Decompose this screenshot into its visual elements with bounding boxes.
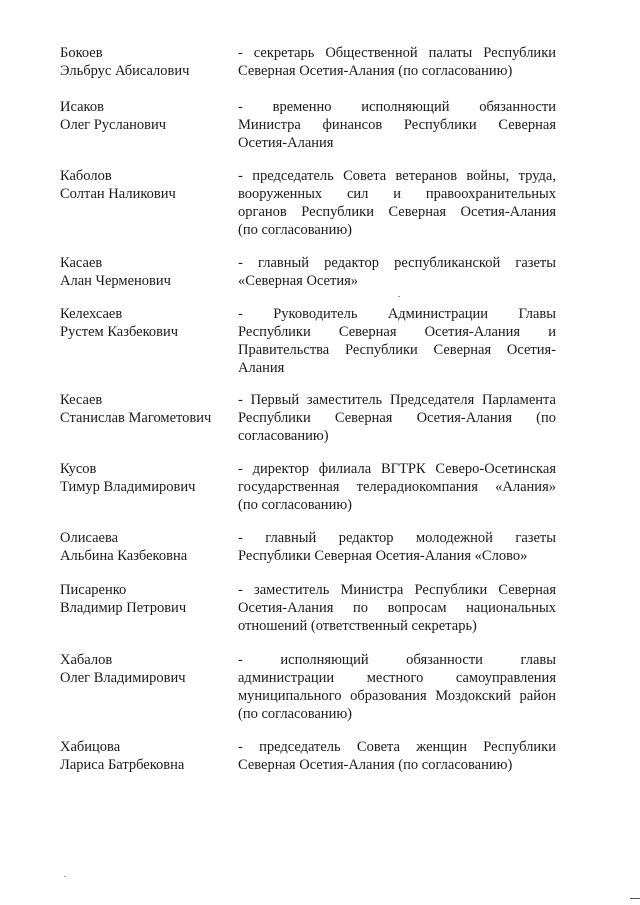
role-line: Осетия-Алания по вопросам национальных bbox=[238, 600, 556, 616]
member-surname: Касаев bbox=[60, 255, 103, 271]
member-name bbox=[60, 254, 230, 290]
role-line: - главный редактор молодежной газеты bbox=[238, 530, 556, 546]
member-name bbox=[60, 581, 230, 617]
member-surname: Исаков bbox=[60, 99, 104, 115]
role-line: - Руководитель Администрации Главы bbox=[238, 306, 556, 322]
member-given-name: Альбина Казбековна bbox=[60, 548, 188, 564]
member-given-name: Тимур Владимирович bbox=[60, 479, 196, 495]
role-line: - заместитель Министра Республики Северная bbox=[238, 582, 556, 598]
member-surname: Хабалов bbox=[60, 652, 113, 668]
member-given-name: Рустем Казбекович bbox=[60, 324, 179, 340]
role-line: согласованию) bbox=[238, 428, 329, 444]
role-line: Республики Северная Осетия-Алания (по bbox=[238, 410, 556, 426]
role-line: - председатель Совета ветеранов войны, труда, bbox=[238, 168, 556, 184]
member-surname: Хабицова bbox=[60, 739, 121, 755]
member-name bbox=[60, 98, 230, 134]
member-given-name: Солтан Наликович bbox=[60, 186, 176, 202]
role-line: Министра финансов Республики Северная bbox=[238, 117, 556, 133]
role-line: Республики Северная Осетия-Алания «Слово» bbox=[238, 548, 528, 564]
member-surname: Кусов bbox=[60, 461, 97, 477]
member-name bbox=[60, 529, 230, 565]
role-line: (по согласованию) bbox=[238, 706, 352, 722]
role-line: администрации местного самоуправления bbox=[238, 670, 556, 686]
role-line: Осетия-Алания bbox=[238, 135, 334, 151]
role-line: - исполняющий обязанности главы bbox=[238, 652, 556, 668]
member-name bbox=[60, 305, 230, 341]
role-line: - главный редактор республиканской газеты bbox=[238, 255, 556, 271]
member-role bbox=[238, 167, 556, 239]
role-line: Правительства Республики Северная Осетия- bbox=[238, 342, 556, 358]
scan-speck bbox=[64, 876, 66, 877]
member-role bbox=[238, 460, 556, 514]
role-line: - председатель Совета женщин Республики bbox=[238, 739, 556, 755]
role-line: - секретарь Общественной палаты Республики bbox=[238, 45, 556, 61]
member-name bbox=[60, 651, 230, 687]
role-line: вооруженных сил и правоохранительных bbox=[238, 186, 556, 202]
scan-edge-mark bbox=[630, 898, 640, 899]
member-surname: Писаренко bbox=[60, 582, 127, 598]
member-name bbox=[60, 738, 230, 774]
role-line: органов Республики Северная Осетия-Алания bbox=[238, 204, 556, 220]
member-name bbox=[60, 167, 230, 203]
member-surname: Олисаева bbox=[60, 530, 119, 546]
member-given-name: Владимир Петрович bbox=[60, 600, 187, 616]
role-line: (по согласованию) bbox=[238, 497, 352, 513]
role-line: Северная Осетия-Алания (по согласованию) bbox=[238, 757, 513, 773]
member-name bbox=[60, 44, 230, 80]
role-line: муниципального образования Моздокский район bbox=[238, 688, 556, 704]
role-line: Республики Северная Осетия-Алания и bbox=[238, 324, 556, 340]
member-given-name: Олег Русланович bbox=[60, 117, 167, 133]
role-line: (по согласованию) bbox=[238, 222, 352, 238]
role-line: отношений (ответственный секретарь) bbox=[238, 618, 477, 634]
member-role bbox=[238, 738, 556, 774]
role-line: - временно исполняющий обязанности bbox=[238, 99, 556, 115]
member-given-name: Лариса Батрбековна bbox=[60, 757, 185, 773]
role-line: Северная Осетия-Алания (по согласованию) bbox=[238, 63, 513, 79]
member-role bbox=[238, 581, 556, 635]
member-role bbox=[238, 305, 556, 377]
member-surname: Каболов bbox=[60, 168, 112, 184]
member-given-name: Станислав Магометович bbox=[60, 410, 212, 426]
role-line: «Северная Осетия» bbox=[238, 273, 359, 289]
role-line: - Первый заместитель Председателя Парламента bbox=[238, 392, 556, 408]
member-surname: Келехсаев bbox=[60, 306, 123, 322]
member-given-name: Олег Владимирович bbox=[60, 670, 186, 686]
member-role bbox=[238, 529, 556, 565]
member-role bbox=[238, 391, 556, 445]
scan-speck bbox=[398, 296, 400, 297]
member-surname: Кесаев bbox=[60, 392, 103, 408]
member-given-name: Эльбрус Абисалович bbox=[60, 63, 190, 79]
member-name bbox=[60, 391, 230, 427]
member-given-name: Алан Черменович bbox=[60, 273, 171, 289]
role-line: - директор филиала ВГТРК Северо-Осетинская bbox=[238, 461, 556, 477]
member-name bbox=[60, 460, 230, 496]
member-role bbox=[238, 254, 556, 290]
member-role bbox=[238, 651, 556, 723]
role-line: Алания bbox=[238, 360, 285, 376]
member-role bbox=[238, 44, 556, 80]
member-role bbox=[238, 98, 556, 152]
role-line: государственная телерадиокомпания «Алания» bbox=[238, 479, 556, 495]
member-surname: Бокоев bbox=[60, 45, 103, 61]
